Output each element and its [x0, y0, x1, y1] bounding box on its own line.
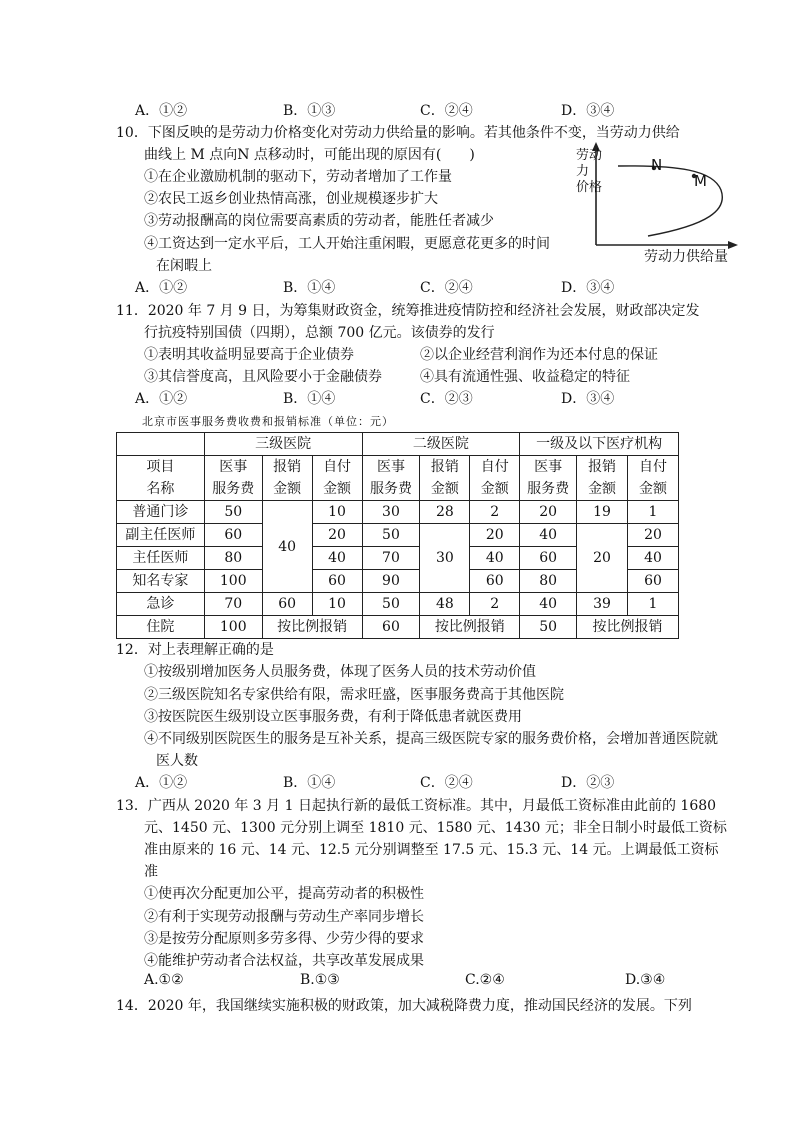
- group-header-secondary: 二级医院: [362, 433, 520, 456]
- q13-option-b: B.①③: [300, 972, 340, 988]
- q9-option-d: D．③④: [561, 103, 615, 119]
- table-corner: [117, 433, 205, 456]
- table-row: [117, 593, 679, 616]
- cell: 2: [470, 593, 520, 616]
- cell: 60: [362, 616, 420, 639]
- q12-item-3: ③按医院医生级别设立医事服务费，有利于降低患者就医费用: [144, 709, 522, 725]
- q12-stem: 12．对上表理解正确的是: [116, 642, 274, 658]
- cell: 19: [577, 501, 628, 524]
- q13-item-2: ②有利于实现劳动报酬与劳动生产率同步增长: [144, 909, 424, 925]
- cell: 10: [312, 593, 362, 616]
- graph-xlabel: 劳动力供给量: [644, 249, 728, 265]
- cell: 60: [470, 570, 520, 593]
- cell-merged: 40: [262, 501, 312, 593]
- cell: 60: [520, 547, 577, 570]
- cell: 60: [628, 570, 679, 593]
- sub-header-selfpay: 自付 金额: [312, 456, 362, 501]
- cell-merged: 20: [577, 524, 628, 593]
- q13-option-d: D.③④: [625, 972, 666, 988]
- sub-header-fee: 医事 服务费: [362, 456, 420, 501]
- q11-item-4: ④具有流通性强、收益稳定的特征: [420, 369, 630, 385]
- q13-stem-line3: 准由原来的 16 元、14 元、12.5 元分别调整至 17.5 元、15.3 元、14 元。上调最低工资标: [144, 842, 719, 858]
- q10-item-1: ①在企业激励机制的驱动下，劳动者增加了工作量: [144, 169, 452, 185]
- q12-item-2: ②三级医院知名专家供给有限，需求旺盛，医事服务费高于其他医院: [144, 687, 564, 703]
- sub-header-selfpay: 自付 金额: [628, 456, 679, 501]
- q13-option-c: C.②④: [465, 972, 505, 988]
- cell: 80: [520, 570, 577, 593]
- table-row: [117, 616, 679, 639]
- row-name: 主任医师: [117, 547, 205, 570]
- q12-option-b: B．①④: [283, 775, 336, 791]
- q13-stem-line2: 元、1450 元、1300 元分别上调至 1810 元、1580 元、1430 元；非全日制小时最低工资标: [144, 820, 727, 836]
- point-n-label: N: [651, 156, 663, 174]
- table-sub-header-row: [117, 456, 679, 501]
- q11-option-c: C．②③: [420, 391, 473, 407]
- table-row: [117, 524, 679, 547]
- q10-item-4: ④工资达到一定水平后，工人开始注重闲暇，更愿意花更多的时间: [144, 236, 550, 252]
- sub-header-reimburse: 报销 金额: [420, 456, 470, 501]
- ylabel-line2: 力: [576, 164, 590, 179]
- cell: 50: [362, 524, 420, 547]
- graph-ylabel: [576, 148, 602, 196]
- q11-option-b: B．①④: [283, 391, 336, 407]
- q11-item-3: ③其信誉度高，且风险要小于金融债券: [144, 369, 382, 385]
- sub-header-fee: 医事 服务费: [520, 456, 577, 501]
- ylabel-line1: 劳动: [576, 148, 603, 163]
- table-caption: 北京市医事服务费收费和报销标准（单位：元）: [142, 415, 394, 428]
- q10-item-2: ②农民工返乡创业热情高涨，创业规模逐步扩大: [144, 191, 438, 207]
- q12-option-d: D．②③: [561, 775, 615, 791]
- cell: 70: [204, 593, 262, 616]
- q13-stem-line4: 准: [144, 864, 158, 880]
- q9-option-a: A．①②: [135, 103, 188, 119]
- q12-item-1: ①按级别增加医务人员服务费，体现了医务人员的技术劳动价值: [144, 664, 536, 680]
- q13-item-1: ①使再次分配更加公平，提高劳动者的积极性: [144, 886, 424, 902]
- cell: 39: [577, 593, 628, 616]
- cell-merged: 按比例报销: [577, 616, 679, 639]
- cell: 100: [204, 616, 262, 639]
- q10-option-c: C．②④: [420, 280, 473, 296]
- cell: 1: [628, 593, 679, 616]
- fee-table: [116, 432, 679, 639]
- row-name: 住院: [117, 616, 205, 639]
- q10-item-3: ③劳动报酬高的岗位需要高素质的劳动者，能胜任者减少: [144, 213, 494, 229]
- group-header-tertiary: 三级医院: [204, 433, 362, 456]
- sub-header-reimburse: 报销 金额: [262, 456, 312, 501]
- q14-stem-line1: 14．2020 年，我国继续实施积极的财政策，加大减税降费力度，推动国民经济的发展。下列: [116, 998, 692, 1014]
- cell: 40: [470, 547, 520, 570]
- x-axis-arrow: [728, 241, 738, 249]
- sub-header-reimburse: 报销 金额: [577, 456, 628, 501]
- q11-option-d: D．③④: [561, 391, 615, 407]
- cell: 40: [312, 547, 362, 570]
- q12-option-a: A．①②: [135, 775, 188, 791]
- sub-header-fee: 医事 服务费: [204, 456, 262, 501]
- q11-stem-line2: 行抗疫特别国债（四期），总额 700 亿元。该债券的发行: [144, 325, 495, 341]
- cell: 40: [520, 524, 577, 547]
- cell: 1: [628, 501, 679, 524]
- cell: 50: [362, 593, 420, 616]
- q12-option-c: C．②④: [420, 775, 473, 791]
- cell: 60: [312, 570, 362, 593]
- cell-merged: 按比例报销: [262, 616, 362, 639]
- ylabel-line3: 价格: [576, 180, 603, 195]
- q13-stem-line1: 13．广西从 2020 年 3 月 1 日起执行新的最低工资标准。其中，月最低工资标准由此前的 1680: [116, 798, 717, 814]
- cell: 50: [520, 616, 577, 639]
- cell: 28: [420, 501, 470, 524]
- cell: 20: [628, 524, 679, 547]
- cell-merged: 30: [420, 524, 470, 593]
- q13-item-4: ④能维护劳动者合法权益，共享改革发展成果: [144, 953, 424, 969]
- q10-option-a: A．①②: [135, 280, 188, 296]
- q13-option-a: A.①②: [144, 972, 184, 988]
- cell: 50: [204, 501, 262, 524]
- point-m-label: M: [694, 172, 707, 190]
- q11-option-a: A．①②: [135, 391, 188, 407]
- q9-option-c: C．②④: [420, 103, 473, 119]
- q10-option-d: D．③④: [561, 280, 615, 296]
- cell: 20: [312, 524, 362, 547]
- q11-item-1: ①表明其收益明显要高于企业债券: [144, 347, 354, 363]
- cell: 2: [470, 501, 520, 524]
- q12-item-4-cont: 医人数: [156, 753, 198, 769]
- q10-item-4-cont: 在闲暇上: [156, 258, 212, 274]
- row-name: 普通门诊: [117, 501, 205, 524]
- sub-header-selfpay: 自付 金额: [470, 456, 520, 501]
- row-name: 急诊: [117, 593, 205, 616]
- cell: 40: [520, 593, 577, 616]
- q11-stem-line1: 11．2020 年 7 月 9 日，为筹集财政资金，统筹推进疫情防控和经济社会发展，财政部决定发: [116, 303, 700, 319]
- cell: 10: [312, 501, 362, 524]
- cell: 20: [470, 524, 520, 547]
- table-group-header-row: [117, 433, 679, 456]
- q9-option-b: B．①③: [283, 103, 336, 119]
- project-name-header: 项目 名称: [117, 456, 205, 501]
- row-name: 副主任医师: [117, 524, 205, 547]
- q10-stem-line1: 10．下图反映的是劳动力价格变化对劳动力供给量的影响。若其他条件不变，当劳动力供给: [116, 125, 680, 141]
- cell: 60: [204, 524, 262, 547]
- table-row: [117, 501, 679, 524]
- cell: 20: [520, 501, 577, 524]
- row-name: 知名专家: [117, 570, 205, 593]
- cell-merged: 按比例报销: [420, 616, 520, 639]
- cell: 48: [420, 593, 470, 616]
- group-header-primary: 一级及以下医疗机构: [520, 433, 679, 456]
- cell: 90: [362, 570, 420, 593]
- q12-item-4: ④不同级别医院医生的服务是互补关系，提高三级医院专家的服务费价格，会增加普通医院就: [144, 731, 718, 747]
- cell: 70: [362, 547, 420, 570]
- q10-stem-line2: 曲线上 M 点向N 点移动时，可能出现的原因有( ): [144, 147, 475, 163]
- cell: 80: [204, 547, 262, 570]
- cell: 40: [628, 547, 679, 570]
- cell: 30: [362, 501, 420, 524]
- cell: 100: [204, 570, 262, 593]
- cell: 60: [262, 593, 312, 616]
- q10-option-b: B．①④: [283, 280, 336, 296]
- q11-item-2: ②以企业经营利润作为还本付息的保证: [420, 347, 658, 363]
- q13-item-3: ③是按劳分配原则多劳多得、少劳少得的要求: [144, 931, 424, 947]
